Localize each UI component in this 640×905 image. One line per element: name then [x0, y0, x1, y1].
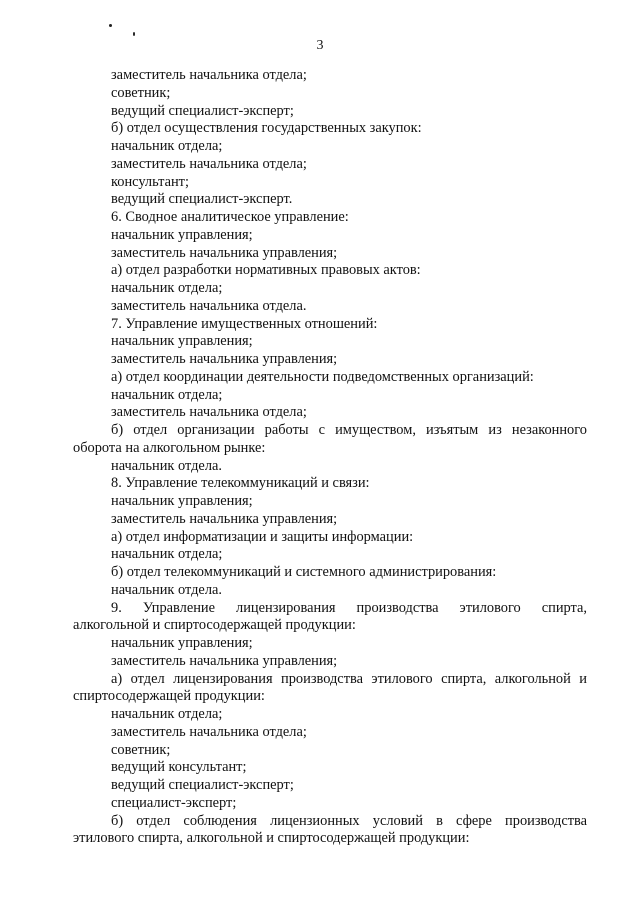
text-line: ведущий специалист-эксперт;	[111, 777, 294, 793]
text-line: б) отдел телекоммуникаций и системного администрирования:	[111, 564, 497, 580]
text-line: начальник управления;	[111, 493, 253, 509]
text-line: заместитель начальника управления;	[111, 510, 338, 527]
text-line: заместитель начальника управления;	[111, 351, 338, 367]
text-line: консультант;	[111, 173, 189, 190]
text-line: спиртосодержащей продукции:	[73, 688, 265, 705]
text-line: б) отдел осуществления государственных закупок:	[111, 120, 422, 137]
text-line: заместитель начальника отдела;	[111, 404, 307, 421]
text-line: начальник управления;	[111, 226, 253, 243]
text-line: советник;	[111, 741, 171, 758]
text-line: заместитель начальника управления;	[111, 652, 338, 669]
text-line: начальник отдела.	[111, 457, 222, 474]
text-line: 6. Сводное аналитическое управление:	[111, 209, 349, 225]
text-line: алкогольной и спиртосодержащей продукции:	[73, 617, 356, 634]
document-body	[73, 67, 587, 848]
text-line: а) отдел разработки нормативных правовых актов:	[111, 262, 421, 279]
text-line: ведущий консультант;	[111, 759, 247, 776]
text-line: 9. Управление лицензирования производства этилового спирта,	[111, 599, 587, 616]
scan-speck	[133, 32, 135, 36]
text-line: а) отдел координации деятельности подведомственных организаций:	[111, 368, 534, 385]
text-line: советник;	[111, 84, 171, 101]
text-line: заместитель начальника отдела.	[111, 297, 307, 314]
text-line: заместитель начальника отдела;	[111, 155, 307, 172]
text-line: начальник отдела.	[111, 581, 222, 598]
text-line: а) отдел лицензирования производства этилового спирта, алкогольной и	[111, 670, 587, 687]
text-line: заместитель начальника отдела;	[111, 67, 307, 83]
text-line: начальник отдела;	[111, 138, 223, 154]
page-number: 3	[316, 38, 324, 53]
text-line: начальник отдела;	[111, 280, 223, 296]
text-line: 7. Управление имущественных отношений:	[111, 315, 378, 332]
text-line: специалист-эксперт;	[111, 794, 237, 811]
text-line: начальник управления;	[111, 635, 253, 651]
scan-speck	[109, 24, 112, 27]
text-line: заместитель начальника отдела;	[111, 723, 307, 740]
text-line: этилового спирта, алкогольной и спиртосодержащей продукции:	[73, 830, 470, 847]
text-line: оборота на алкогольном рынке:	[73, 439, 266, 456]
text-line: а) отдел информатизации и защиты информации:	[111, 528, 414, 545]
text-line: заместитель начальника управления;	[111, 244, 338, 261]
text-line: ведущий специалист-эксперт.	[111, 191, 293, 208]
text-line: начальник отдела;	[111, 706, 223, 722]
text-line: 8. Управление телекоммуникаций и связи:	[111, 475, 370, 492]
text-line: начальник отдела;	[111, 386, 223, 403]
text-line: начальник управления;	[111, 333, 253, 350]
text-line: начальник отдела;	[111, 546, 223, 563]
text-line: б) отдел соблюдения лицензионных условий в сфере производства	[111, 812, 587, 829]
text-line: ведущий специалист-эксперт;	[111, 102, 294, 119]
text-line: б) отдел организации работы с имуществом, изъятым из незаконного	[111, 422, 587, 438]
